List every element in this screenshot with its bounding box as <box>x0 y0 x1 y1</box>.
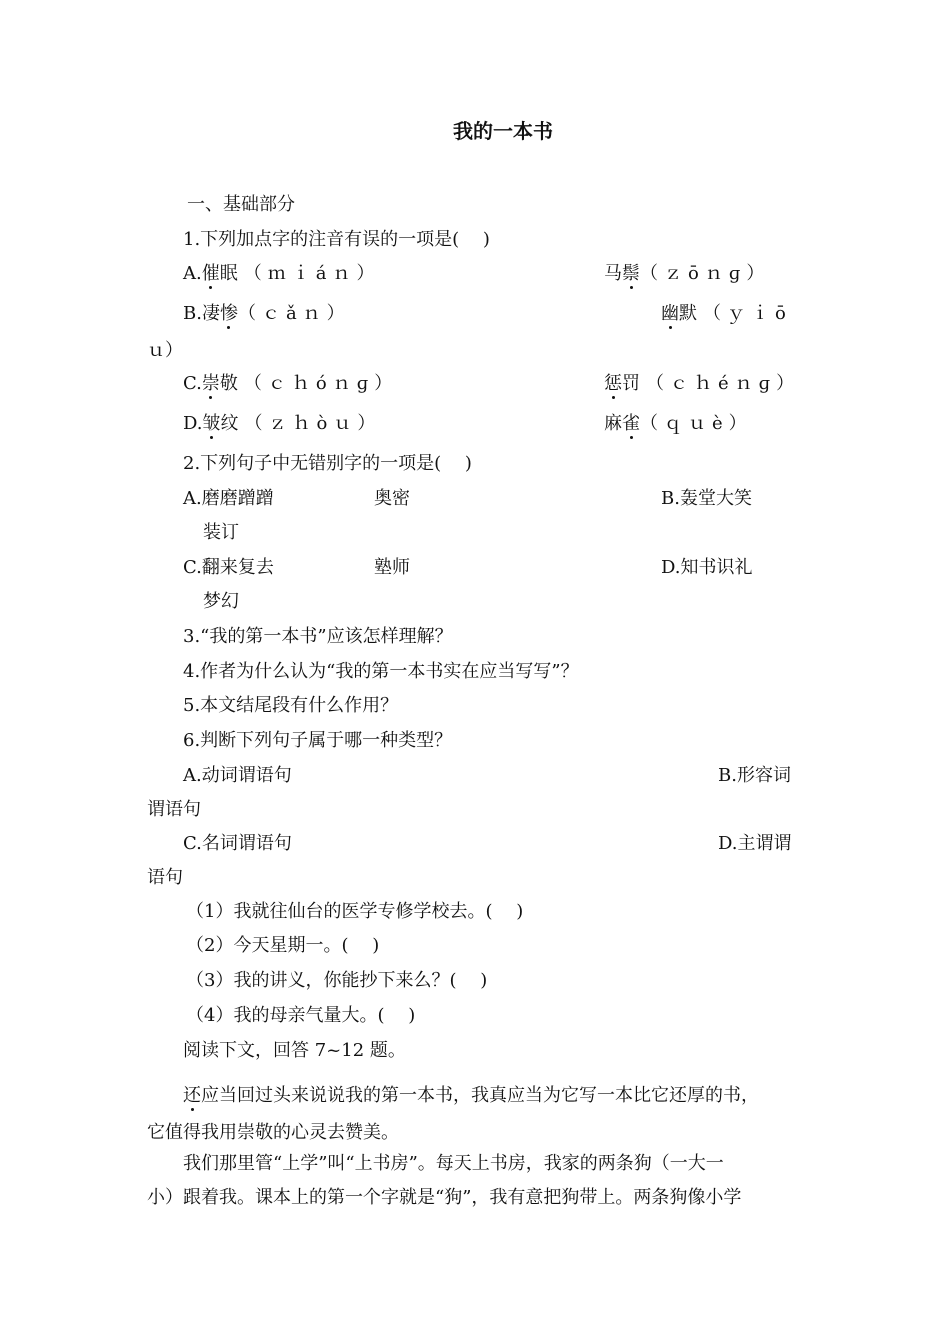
question-6-stem: 6.判断下列句子属于哪一种类型？ <box>183 730 453 751</box>
q2-option-d-word2: 梦幻 <box>203 591 239 612</box>
passage-line-2: 它值得我用崇敬的心灵去赞美。 <box>147 1122 399 1143</box>
section-heading: 一、基础部分 <box>187 194 295 215</box>
q1-option-d: D.皱纹（ｚｈòｕ） <box>183 413 382 434</box>
question-3: 3.“我的第一本书”应该怎样理解？ <box>183 626 453 647</box>
passage-line-4: 小）跟着我。课本上的第一个字就是“狗”，我有意把狗带上。两条狗像小学 <box>147 1187 742 1208</box>
reading-intro: 阅读下文，回答 7~12 题。 <box>183 1040 406 1061</box>
q2-option-b: B.轰堂大笑 <box>661 488 752 509</box>
q2-option-d: D.知书识礼 <box>661 557 753 578</box>
q1-option-b-right: 幽默（ｙｉō <box>661 303 792 324</box>
q6-option-d-wrap: 语句 <box>147 867 183 888</box>
q6-sentence-1: （1）我就往仙台的医学专修学校去。( ) <box>186 901 524 922</box>
question-1-stem: 1.下列加点字的注音有误的一项是( ) <box>183 229 490 250</box>
q2-option-a: A.磨磨蹭蹭 <box>183 488 274 509</box>
q6-option-d: D.主谓谓 <box>718 833 792 854</box>
q1-option-a-right: 马鬃（ｚōｎɡ） <box>604 263 771 284</box>
q6-option-a: A.动词谓语句 <box>183 765 292 786</box>
q1-option-c: C.崇敬（ｃｈóｎɡ） <box>183 373 399 394</box>
q1-option-b: B.凄惨（ｃǎｎ） <box>183 303 351 324</box>
q1-option-a: A.催眠（ｍｉáｎ） <box>183 263 381 284</box>
q2-option-c-word2: 塾师 <box>374 557 410 578</box>
q1-option-d-right: 麻雀（ｑｕè） <box>604 413 753 434</box>
q6-option-b-wrap: 谓语句 <box>147 799 201 820</box>
q2-option-a-word2: 奥密 <box>374 488 410 509</box>
document-title: 我的一本书 <box>453 119 553 143</box>
q1-option-c-right: 惩罚（ｃｈéｎɡ） <box>604 373 801 394</box>
q6-option-c: C.名词谓语句 <box>183 833 292 854</box>
passage-line-3: 我们那里管“上学”叫“上书房”。每天上书房，我家的两条狗（一大一 <box>183 1153 724 1174</box>
q6-sentence-3: （3）我的讲义，你能抄下来么？( ) <box>186 970 488 991</box>
question-5: 5.本文结尾段有什么作用？ <box>183 695 399 716</box>
passage-line-1: 还应当回过头来说说我的第一本书，我真应当为它写一本比它还厚的书， <box>183 1085 759 1106</box>
question-4: 4.作者为什么认为“我的第一本书实在应当写写”？ <box>183 661 579 682</box>
question-2-stem: 2.下列句子中无错别字的一项是( ) <box>183 453 472 474</box>
q2-option-b-word2: 装订 <box>203 522 239 543</box>
q6-option-b: B.形容词 <box>718 765 791 786</box>
q2-option-c: C.翻来复去 <box>183 557 274 578</box>
q6-sentence-4: （4）我的母亲气量大。( ) <box>186 1005 416 1026</box>
q6-sentence-2: （2）今天星期一。( ) <box>186 935 380 956</box>
q1-option-b-wrap: ｕ） <box>147 340 183 361</box>
